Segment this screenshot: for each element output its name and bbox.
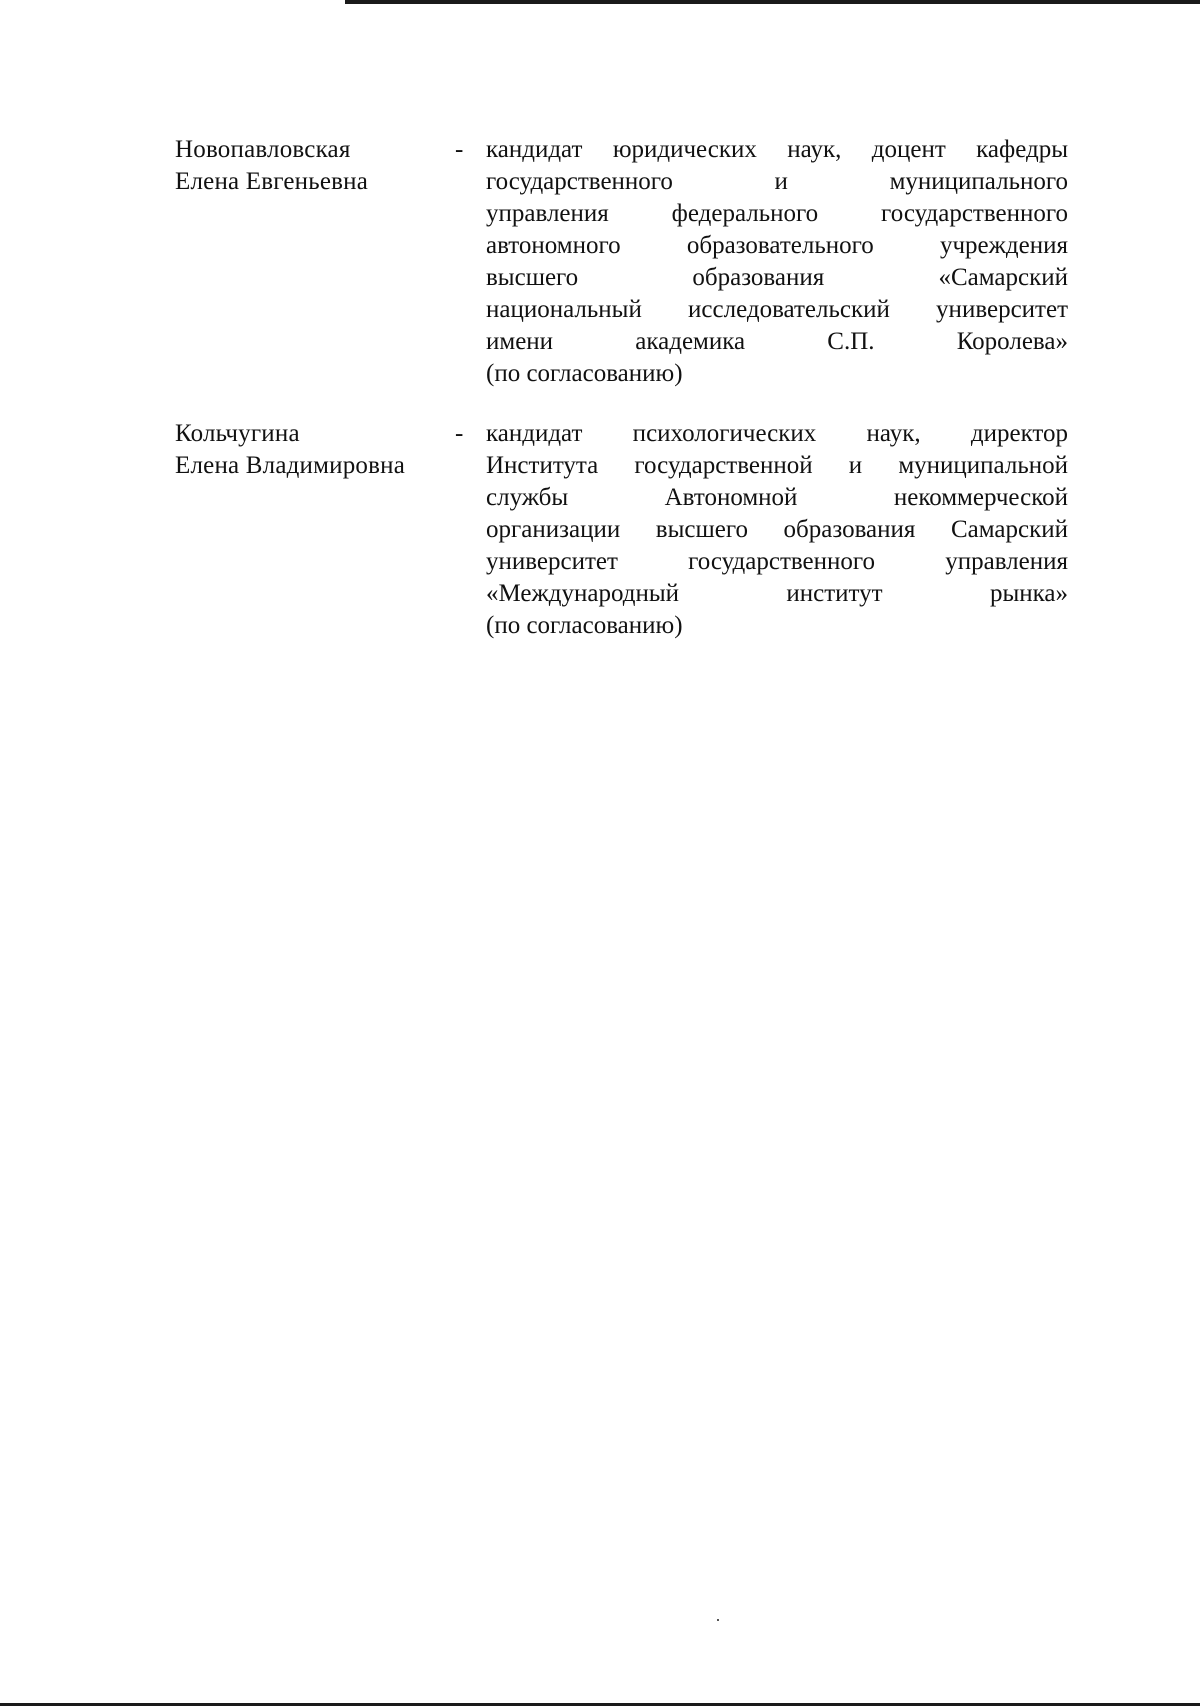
member-surname: Новопавловская [175,136,351,163]
member-name [175,134,445,198]
scan-edge-top [345,0,1200,4]
description-line: автономного образовательного учреждения [486,232,1068,259]
description-line: (по согласованию) [486,612,683,639]
member-given-names: Елена Евгеньевна [175,168,369,195]
member-surname: Кольчугина [175,420,300,447]
scan-speck [717,1619,719,1621]
member-name [175,418,445,482]
description-line: государственного и муниципального [486,168,1068,195]
member-description [486,134,1068,390]
description-line: кандидат юридических наук, доцент кафедры [486,136,1068,163]
dash-separator: - [455,136,464,163]
description-line: (по согласованию) [486,360,683,387]
member-given-names: Елена Владимировна [175,452,405,479]
member-description [486,418,1068,642]
description-line: национальный исследовательский университет [486,296,1068,323]
description-line: службы Автономной некоммерческой [486,484,1068,511]
description-line: университет государственного управления [486,548,1068,575]
description-line: имени академика С.П. Королева» [486,328,1068,355]
description-line: управления федерального государственного [486,200,1068,227]
dash-separator: - [455,420,464,447]
description-line: Института государственной и муниципальной [486,452,1068,479]
description-line: «Международный институт рынка» [486,580,1068,607]
description-line: организации высшего образования Самарский [486,516,1068,543]
description-line: кандидат психологических наук, директор [486,420,1068,447]
description-line: высшего образования «Самарский [486,264,1068,291]
